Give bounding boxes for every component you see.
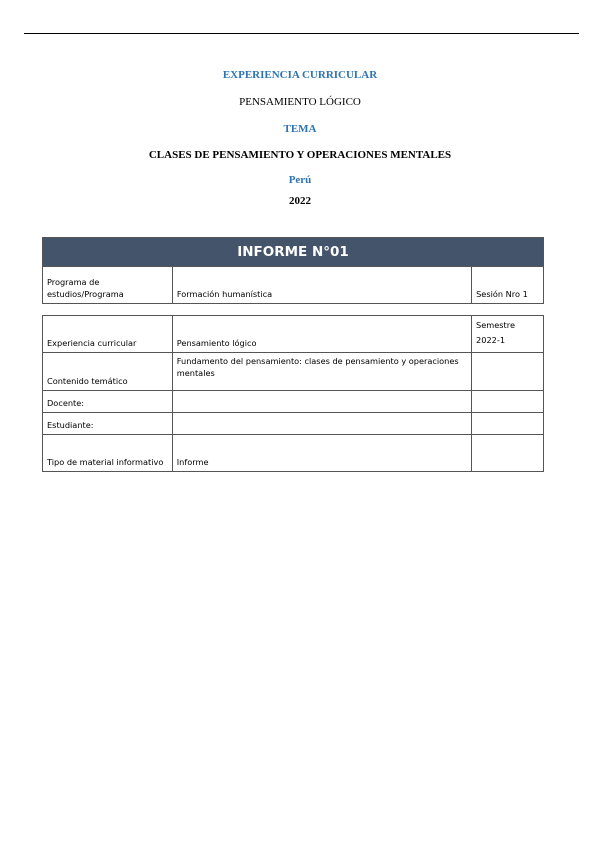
course-value: Pensamiento lógico — [172, 316, 471, 353]
semester-label: Semestre — [476, 320, 515, 330]
teacher-value — [172, 391, 471, 413]
content-value: Fundamento del pensamiento: clases de pensamiento y operaciones mentales — [172, 353, 471, 391]
session-value: Sesión Nro 1 — [472, 267, 544, 304]
teacher-empty-cell — [472, 391, 544, 413]
course-heading: EXPERIENCIA CURRICULAR — [222, 69, 378, 81]
top-rule — [24, 33, 579, 34]
course-label: Experiencia curricular — [43, 316, 173, 353]
country: Perú — [288, 174, 312, 186]
report-title: INFORME N°01 — [43, 238, 544, 267]
material-label: Tipo de material informativo — [43, 435, 173, 472]
content-label: Contenido temático — [43, 353, 173, 391]
course-name: PENSAMIENTO LÓGICO — [239, 96, 361, 108]
program-value: Formación humanística — [172, 267, 471, 304]
student-empty-cell — [472, 413, 544, 435]
report-details-table — [42, 315, 544, 472]
content-empty-cell — [472, 353, 544, 391]
student-value — [172, 413, 471, 435]
material-value: Informe — [172, 435, 471, 472]
year: 2022 — [289, 195, 311, 207]
semester-value: 2022-1 — [476, 335, 506, 345]
report-header-table — [42, 237, 544, 304]
student-label: Estudiante: — [43, 413, 173, 435]
topic-heading: TEMA — [283, 123, 317, 135]
topic-name: CLASES DE PENSAMIENTO Y OPERACIONES MENTALES — [148, 149, 452, 161]
program-label: Programa de estudios/Programa — [43, 267, 173, 304]
teacher-label: Docente: — [43, 391, 173, 413]
material-empty-cell — [472, 435, 544, 472]
semester-cell — [472, 316, 544, 353]
